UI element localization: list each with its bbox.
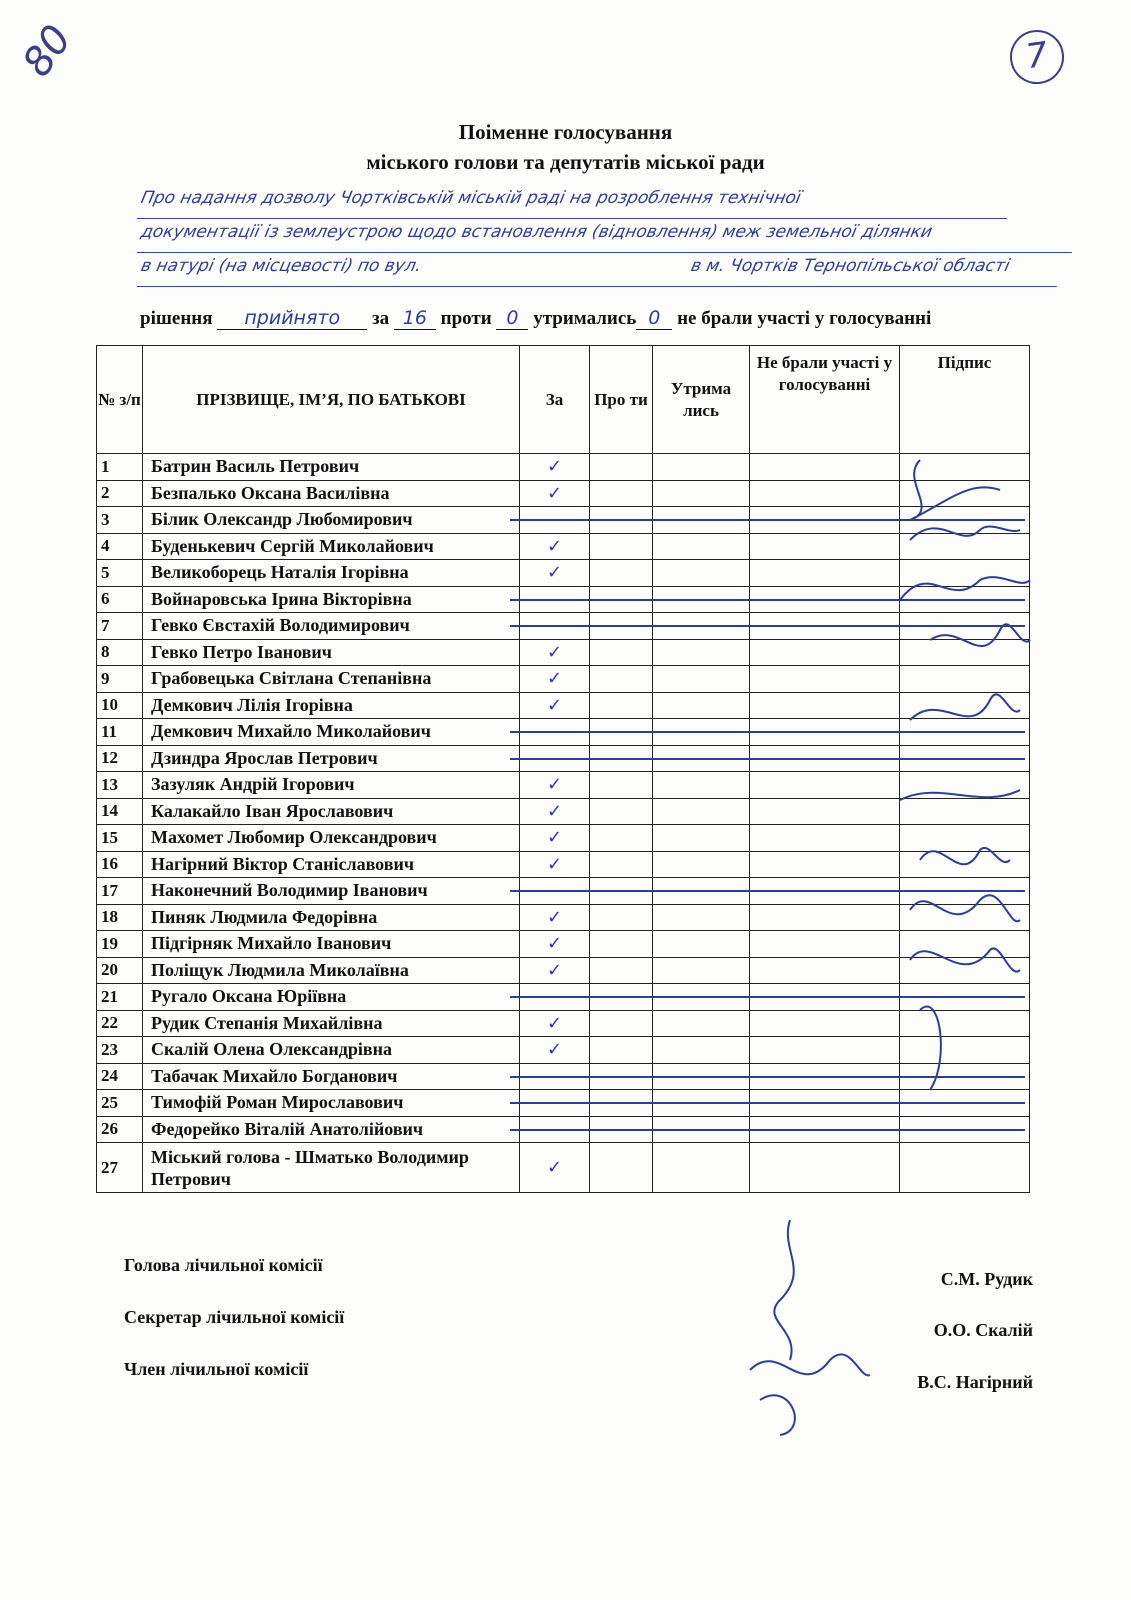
subject-line-3	[137, 256, 1064, 287]
vote-against-cell	[590, 851, 653, 878]
vote-for-cell: ✓	[520, 1010, 590, 1037]
vote-not-voted-cell	[750, 692, 900, 719]
vote-against-cell	[590, 454, 653, 481]
vote-abstain-cell	[653, 851, 750, 878]
header-not-voted: Не брали участі у голосуванні	[750, 346, 900, 454]
subject-line-3b-text: в м. Чортків Тернопільської області	[689, 256, 1012, 276]
vote-for-cell: ✓	[520, 1143, 590, 1193]
vote-against-cell	[590, 480, 653, 507]
footer-role-1: Голова лічильної комісії	[124, 1255, 323, 1275]
title-line-1: Поіменне голосування	[458, 120, 673, 144]
vote-abstain-cell	[653, 931, 750, 958]
row-number: 13	[97, 772, 143, 799]
subject-line-1-text: Про надання дозволу Чортківській міській раді на розроблення технічної	[139, 188, 803, 208]
row-number: 18	[97, 904, 143, 931]
table-row	[97, 1143, 1030, 1193]
footer-role-3: Член лічильної комісії	[124, 1359, 309, 1379]
against-count: 0	[496, 307, 528, 330]
vote-for-cell	[520, 613, 590, 640]
vote-abstain-cell	[653, 560, 750, 587]
vote-abstain-cell	[653, 772, 750, 799]
vote-abstain-cell	[653, 639, 750, 666]
row-number: 20	[97, 957, 143, 984]
signature-9	[910, 948, 1020, 971]
vote-for-cell: ✓	[520, 533, 590, 560]
footer-role-2: Секретар лічильної комісії	[124, 1307, 345, 1327]
member-name: Калакайло Іван Ярославович	[143, 798, 520, 825]
row-number: 17	[97, 878, 143, 905]
footer-person-3: В.С. Нагірний	[917, 1372, 1033, 1392]
vote-abstain-cell	[653, 533, 750, 560]
decision-label: рішення	[140, 308, 213, 329]
member-name: Грабовецька Світлана Степанівна	[143, 666, 520, 693]
not-voted-label: не брали участі у голосуванні	[677, 308, 932, 329]
vote-not-voted-cell	[750, 1143, 900, 1193]
header-for: За	[520, 346, 590, 454]
row-number: 24	[97, 1063, 143, 1090]
vote-against-cell	[590, 957, 653, 984]
signature-4	[930, 624, 1030, 646]
vote-for-cell: ✓	[520, 560, 590, 587]
row-number: 10	[97, 692, 143, 719]
member-name: Ругало Оксана Юріївна	[143, 984, 520, 1011]
member-name: Великоборець Наталія Ігорівна	[143, 560, 520, 587]
vote-not-voted-cell	[750, 931, 900, 958]
signature-cell	[900, 1143, 1030, 1193]
member-name: Поліщук Людмила Миколаївна	[143, 957, 520, 984]
member-name: Зазуляк Андрій Ігорович	[143, 772, 520, 799]
abstained-label: утримались	[533, 308, 637, 329]
signature-8	[910, 895, 1020, 921]
vote-against-cell	[590, 639, 653, 666]
row-number: 19	[97, 931, 143, 958]
header-name: ПРІЗВИЩЕ, ІМ’Я, ПО БАТЬКОВІ	[143, 346, 520, 454]
for-label: за	[372, 308, 390, 329]
vote-for-cell: ✓	[520, 692, 590, 719]
member-name: Гевко Петро Іванович	[143, 639, 520, 666]
row-number: 22	[97, 1010, 143, 1037]
member-name: Табачак Михайло Богданович	[143, 1063, 520, 1090]
member-name: Федорейко Віталій Анатолійович	[143, 1116, 520, 1143]
vote-against-cell	[590, 825, 653, 852]
member-name: Нагірний Віктор Станіславович	[143, 851, 520, 878]
row-number: 27	[97, 1143, 143, 1193]
vote-abstain-cell	[653, 904, 750, 931]
vote-not-voted-cell	[750, 798, 900, 825]
vote-not-voted-cell	[750, 1010, 900, 1037]
signature-7	[920, 848, 1010, 864]
row-number: 15	[97, 825, 143, 852]
vote-abstain-cell	[653, 1010, 750, 1037]
vote-against-cell	[590, 904, 653, 931]
vote-not-voted-cell	[750, 825, 900, 852]
page-number-left: 80	[14, 16, 81, 86]
member-name: Білик Олександр Любомирович	[143, 507, 520, 534]
subject-line-2-text: документації із землеустрою щодо встановлення (відновлення) меж земельної ділянки	[139, 222, 935, 242]
abstained-count: 0	[636, 307, 672, 330]
vote-for-cell: ✓	[520, 1037, 590, 1064]
signature-3	[900, 577, 1030, 600]
row-number: 1	[97, 454, 143, 481]
row-number: 26	[97, 1116, 143, 1143]
header-against: Про ти	[590, 346, 653, 454]
row-number: 6	[97, 586, 143, 613]
commission-signatures	[720, 1210, 880, 1440]
vote-abstain-cell	[653, 692, 750, 719]
member-name: Демкович Лілія Ігорівна	[143, 692, 520, 719]
row-number: 4	[97, 533, 143, 560]
vote-against-cell	[590, 931, 653, 958]
vote-abstain-cell	[653, 454, 750, 481]
vote-for-cell: ✓	[520, 851, 590, 878]
commission-signature-3	[760, 1395, 795, 1435]
title-line-2: міського голови та депутатів міської ради	[366, 150, 765, 174]
table-header-row	[97, 346, 1030, 454]
row-number: 14	[97, 798, 143, 825]
vote-against-cell	[590, 560, 653, 587]
vote-not-voted-cell	[750, 851, 900, 878]
vote-abstain-cell	[653, 825, 750, 852]
vote-for-cell	[520, 1090, 590, 1117]
signature-2	[910, 526, 1020, 540]
header-signature: Підпис	[900, 346, 1030, 454]
member-name: Гевко Євстахій Володимирович	[143, 613, 520, 640]
vote-for-cell	[520, 878, 590, 905]
header-abstain: Утрима лись	[653, 346, 750, 454]
subject-line-3a-text: в натурі (на місцевості) по вул.	[139, 256, 424, 276]
vote-not-voted-cell	[750, 1037, 900, 1064]
member-name: Батрин Василь Петрович	[143, 454, 520, 481]
row-number: 12	[97, 745, 143, 772]
vote-for-cell	[520, 586, 590, 613]
member-name: Наконечний Володимир Іванович	[143, 878, 520, 905]
signature-scribbles	[880, 440, 1040, 1140]
row-number: 25	[97, 1090, 143, 1117]
signature-10	[920, 1006, 941, 1090]
member-name: Міський голова - Шматько Володимир Петрович	[143, 1143, 520, 1193]
vote-against-cell	[590, 1037, 653, 1064]
member-name: Войнаровська Ірина Вікторівна	[143, 586, 520, 613]
commission-signature-2	[750, 1354, 870, 1375]
member-name: Махомет Любомир Олександрович	[143, 825, 520, 852]
vote-for-cell	[520, 1116, 590, 1143]
vote-not-voted-cell	[750, 957, 900, 984]
signature-6	[900, 790, 1020, 800]
vote-not-voted-cell	[750, 666, 900, 693]
row-number: 9	[97, 666, 143, 693]
vote-against-cell	[590, 772, 653, 799]
vote-for-cell: ✓	[520, 798, 590, 825]
vote-for-cell: ✓	[520, 480, 590, 507]
vote-abstain-cell	[653, 798, 750, 825]
vote-abstain-cell	[653, 957, 750, 984]
member-name: Рудик Степанія Михайлівна	[143, 1010, 520, 1037]
vote-for-cell	[520, 507, 590, 534]
row-number: 21	[97, 984, 143, 1011]
vote-for-cell: ✓	[520, 666, 590, 693]
row-number: 2	[97, 480, 143, 507]
vote-not-voted-cell	[750, 480, 900, 507]
row-number: 3	[97, 507, 143, 534]
page-number-right: 7	[1007, 27, 1068, 88]
row-number: 7	[97, 613, 143, 640]
subject-line-1	[137, 188, 1014, 219]
member-name: Підгірняк Михайло Іванович	[143, 931, 520, 958]
vote-for-cell: ✓	[520, 957, 590, 984]
vote-for-cell: ✓	[520, 904, 590, 931]
signature-5	[910, 694, 1020, 720]
commission-signature-1	[774, 1220, 793, 1360]
footer-person-1: С.М. Рудик	[940, 1269, 1033, 1289]
member-name: Безпалько Оксана Василівна	[143, 480, 520, 507]
for-count: 16	[394, 307, 436, 330]
vote-abstain-cell	[653, 480, 750, 507]
row-number: 5	[97, 560, 143, 587]
signature-1	[910, 460, 1000, 520]
subject-line-2	[137, 222, 1079, 253]
vote-against-cell	[590, 1010, 653, 1037]
vote-not-voted-cell	[750, 639, 900, 666]
member-name: Скалій Олена Олександрівна	[143, 1037, 520, 1064]
vote-against-cell	[590, 533, 653, 560]
vote-not-voted-cell	[750, 454, 900, 481]
vote-not-voted-cell	[750, 772, 900, 799]
member-name: Демкович Михайло Миколайович	[143, 719, 520, 746]
member-name: Тимофій Роман Мирославович	[143, 1090, 520, 1117]
row-number: 11	[97, 719, 143, 746]
decision-value: прийнято	[217, 307, 367, 330]
header-num: № з/п	[97, 346, 143, 454]
vote-for-cell	[520, 1063, 590, 1090]
vote-for-cell: ✓	[520, 639, 590, 666]
row-number: 23	[97, 1037, 143, 1064]
against-label: проти	[440, 308, 492, 329]
member-name: Буденькевич Сергій Миколайович	[143, 533, 520, 560]
vote-abstain-cell	[653, 666, 750, 693]
decision-line	[140, 307, 1070, 330]
vote-against-cell	[590, 1143, 653, 1193]
member-name: Дзиндра Ярослав Петрович	[143, 745, 520, 772]
row-number: 8	[97, 639, 143, 666]
vote-for-cell: ✓	[520, 772, 590, 799]
vote-for-cell: ✓	[520, 825, 590, 852]
footer-person-2: О.О. Скалій	[933, 1320, 1033, 1340]
vote-for-cell	[520, 719, 590, 746]
row-number: 16	[97, 851, 143, 878]
vote-not-voted-cell	[750, 904, 900, 931]
vote-against-cell	[590, 798, 653, 825]
vote-against-cell	[590, 692, 653, 719]
vote-for-cell: ✓	[520, 454, 590, 481]
vote-for-cell	[520, 984, 590, 1011]
vote-not-voted-cell	[750, 533, 900, 560]
vote-for-cell	[520, 745, 590, 772]
vote-not-voted-cell	[750, 560, 900, 587]
member-name: Пиняк Людмила Федорівна	[143, 904, 520, 931]
vote-for-cell: ✓	[520, 931, 590, 958]
vote-abstain-cell	[653, 1143, 750, 1193]
vote-against-cell	[590, 666, 653, 693]
vote-abstain-cell	[653, 1037, 750, 1064]
